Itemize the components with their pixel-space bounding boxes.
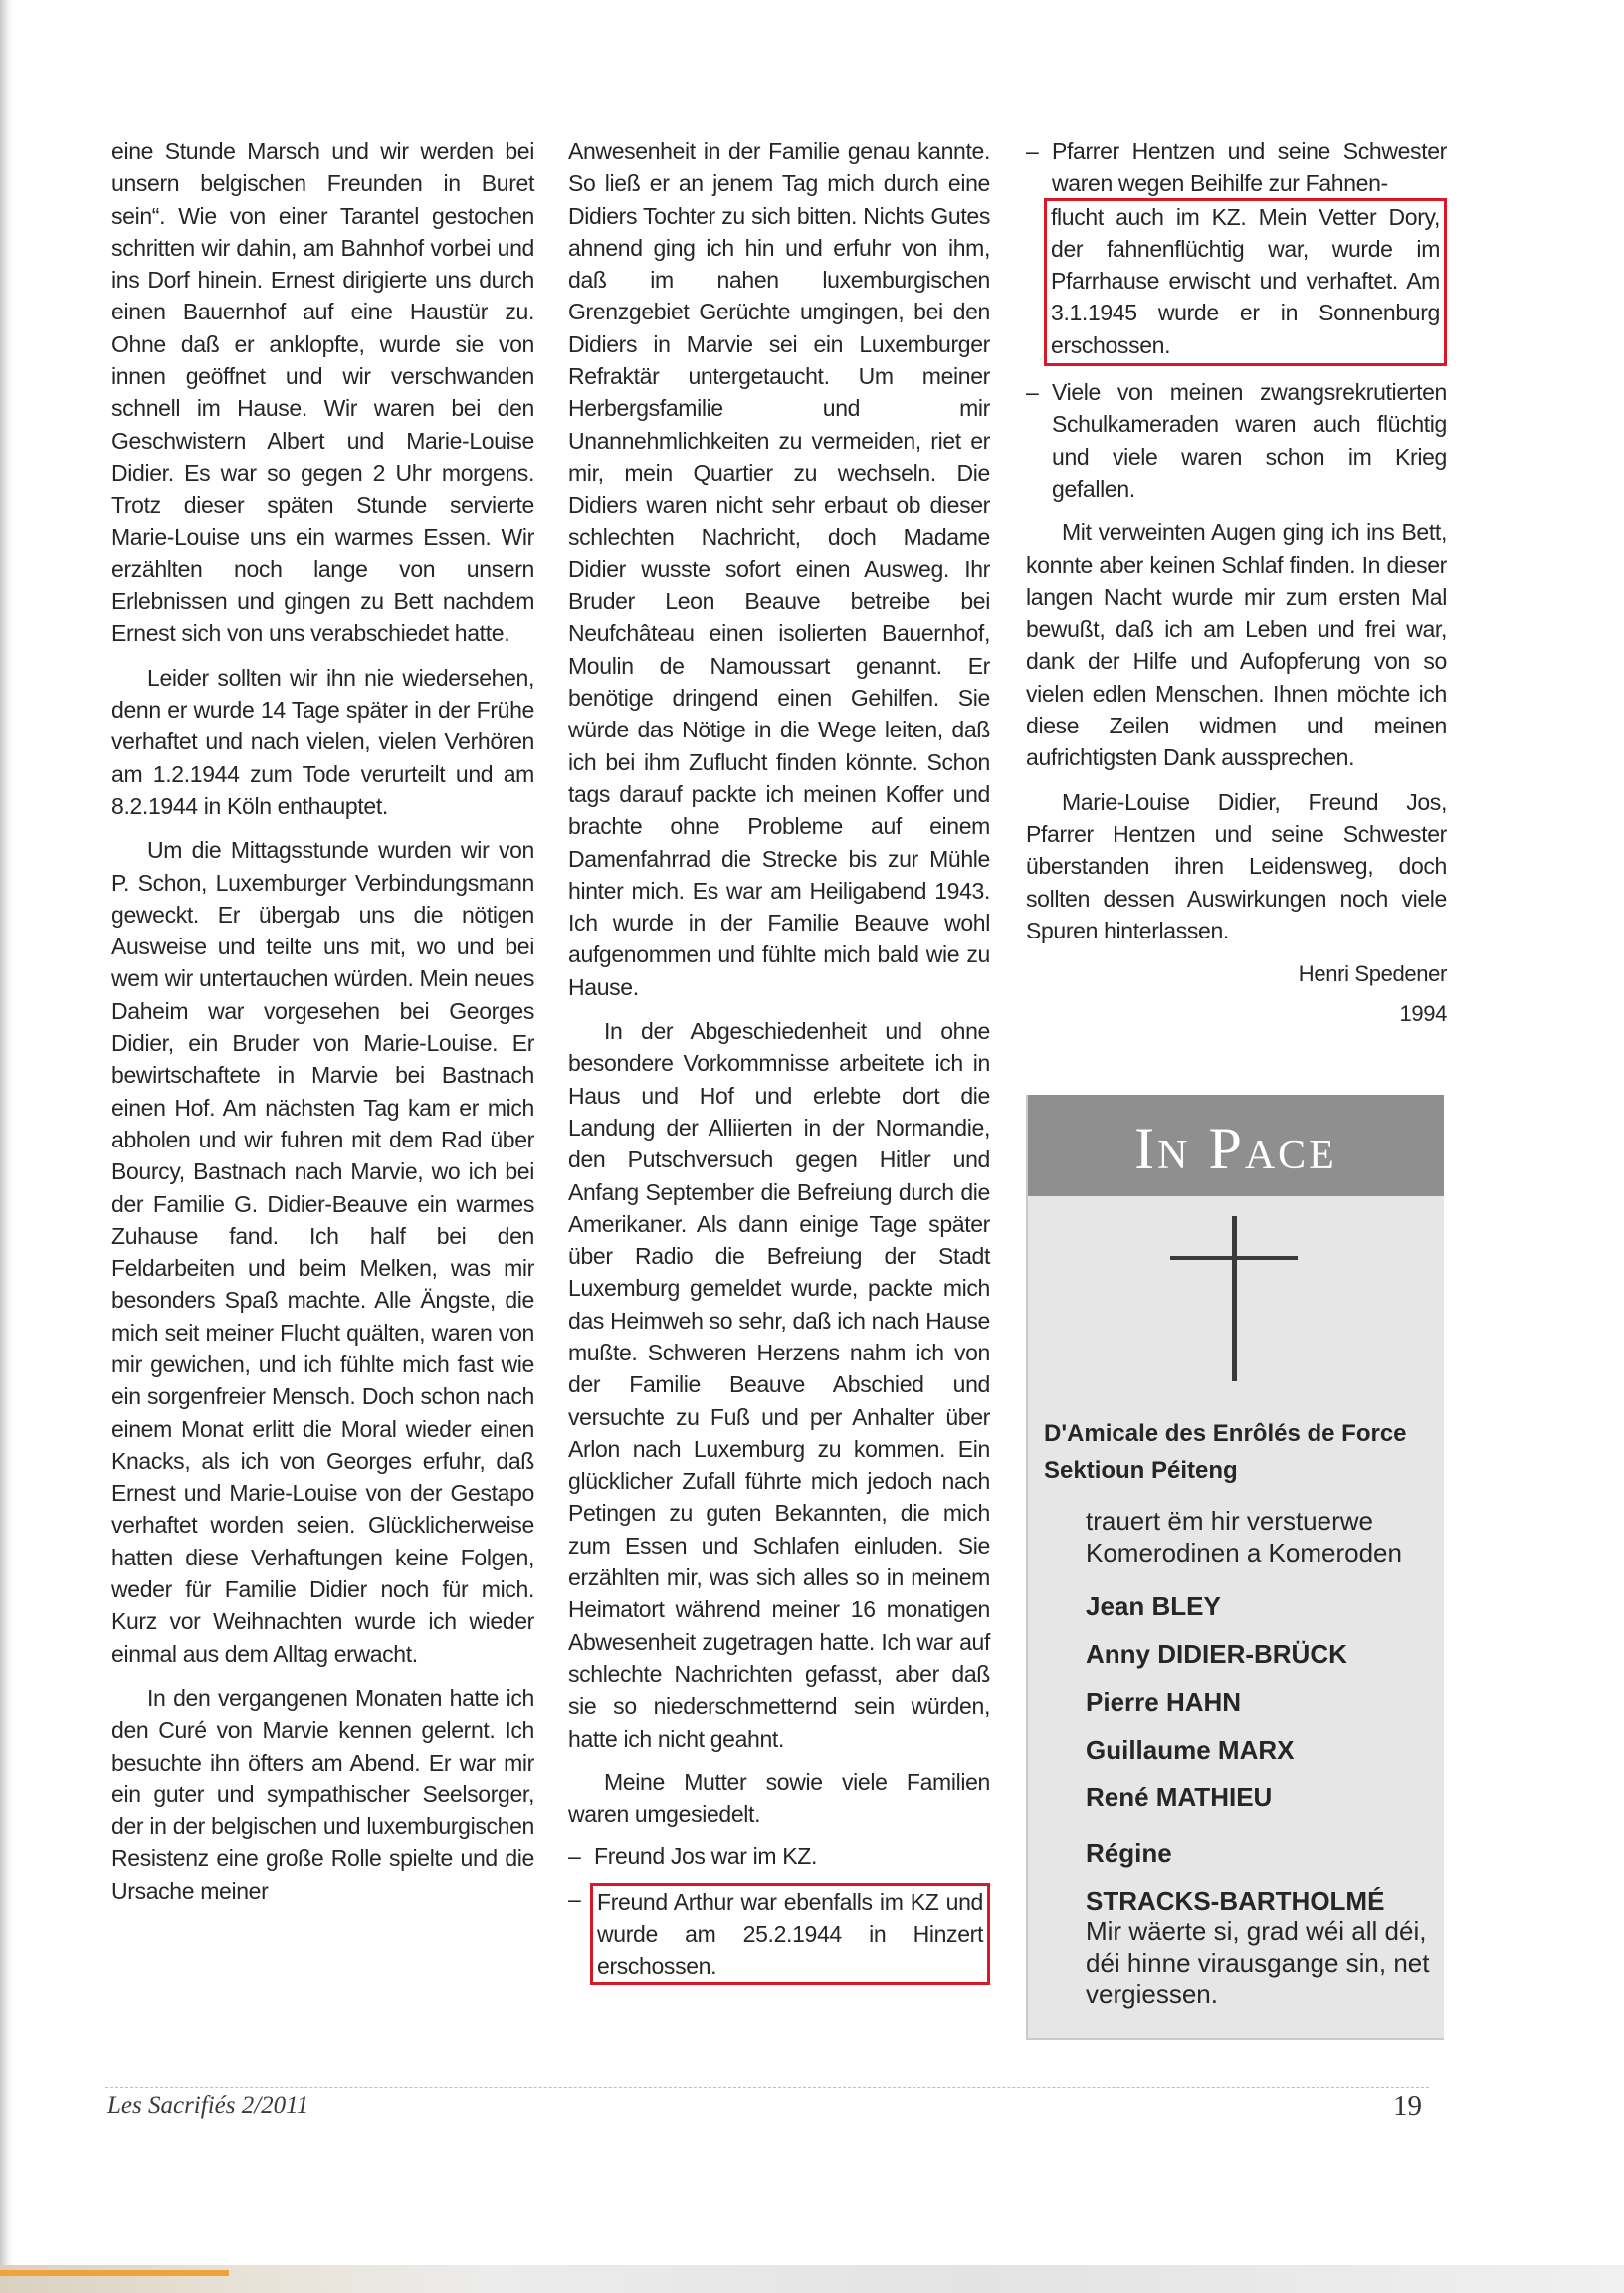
paragraph: Um die Mittagsstunde wurden wir von P. Schon, Luxemburger Verbindungsmann geweckt. Er übergab uns die nötigen Ausweise und teilte uns mit, wo und bei wem wir untertauchen würden. Mein neues Daheim war vorgesehen bei Georges Didier, ein Bruder von Marie-Louise. Er bewirtschaftete in Marvie bei Bastnach einen Hof. Am nächsten Tag kam er mich abholen und wir fuhren mit dem Rad über Bourcy, Bastnach nach Marvie, wo ich bei der Familie G. Didier-Beauve ein warmes Zuhause fand. Ich half bei den Feldarbeiten und beim Melken, was mir besonders Spaß machte. Alle Ängste, die mich seit meiner Flucht quälten, waren von mir gewichen, und ich fühlte mich fast wie ein sorgenfreier Mensch. Doch schon nach einem Monat erlitt die Moral wieder einen Knacks, als ich von Georges erfuhr, daß Ernest und Marie-Louise von der Gestapo verhaftet worden seien. Glücklicherweise hatten diese Verhaftungen keine Folgen, weder für Familie Didier noch für mich. Kurz vor Weihnachten wurde ich wieder einmal aus dem Alltag erwacht. [111, 837, 534, 1667]
paragraph: Leider sollten wir ihn nie wiedersehen, denn er wurde 14 Tage später in der Frühe verhaftet und nach vielen, vielen Verhören am 1.2.1944 zum Tode verurteilt und am 8.2.1944 in Köln enthauptet. [111, 664, 534, 819]
publication-name: Les Sacrifiés 2/2011 [107, 2092, 309, 2119]
deceased-name: Jean BLEY [1086, 1591, 1221, 1621]
list-item [1026, 376, 1447, 505]
list-item [1026, 135, 1447, 200]
list-item [568, 1840, 990, 1872]
page-edge [0, 0, 14, 2293]
page-number: 19 [1393, 2090, 1422, 2122]
bottom-strip [0, 2265, 1624, 2293]
deceased-name [1086, 1829, 1434, 1925]
deceased-name: René MATHIEU [1086, 1782, 1273, 1812]
bottom-accent [0, 2270, 229, 2276]
mourning-text: trauert ëm hir verstuerwe Komerodinen a Komeroden [1086, 1506, 1402, 1567]
column-left [111, 135, 534, 1907]
red-highlight-box [1044, 198, 1447, 366]
list-item-text: flucht auch im KZ. Mein Vetter Dory, der fahnenflüchtig war, wurde im Pfarrhause erwischt und verhaftet. Am 3.1.1945 wurde er in Sonnenburg erschossen. [1051, 203, 1440, 358]
in-pace-box [1026, 1095, 1444, 2040]
paragraph: Meine Mutter sowie viele Familien waren umgesiedelt. [568, 1769, 990, 1828]
dash-bullet: – [1026, 138, 1039, 164]
in-pace-title: In Pace [1134, 1116, 1337, 1181]
red-highlight-box [590, 1883, 990, 1985]
paragraph: In der Abgeschiedenheit und ohne besondere Vorkommnisse arbeitete ich in Haus und Hof und erlebte dort die Landung der Alliierten in der Normandie, den Putschversuch gegen Hitler und Anfang September die Befreiung durch die Amerikaner. Als dann einige Tage später über Radio die Befreiung der Stadt Luxemburg gemeldet wurde, packte mich das Heimweh so sehr, daß ich nach Hause mußte. Schweren Herzens nahm ich von der Familie Beauve Abschied und versuchte zu Fuß und per Anhalter über Arlon nach Luxemburg zu kommen. Ein glücklicher Zufall führte mich jedoch nach Petingen zu guten Bekannten, die mich zum Essen und Schlafen einluden. Sie erzählten mir, was sich alles so in meinem Heimatort während meiner 16 monatigen Abwesenheit zugetragen hatte. Ich war auf schlechte Nachrichten gefasst, aber daß sie so niederschmetternd sein würden, hatte ich nicht geahnt. [568, 1018, 990, 1752]
signature-year: 1994 [1399, 1001, 1447, 1027]
dash-bullet: – [568, 1843, 581, 1870]
deceased-name: Pierre HAHN [1086, 1687, 1242, 1717]
deceased-names-list [1086, 1582, 1434, 1925]
list-item-text: Freund Jos war im KZ. [594, 1843, 817, 1870]
deceased-name-line: Régine [1086, 1838, 1172, 1868]
list-item-text: Pfarrer Hentzen und seine Schwester waren wegen Beihilfe zur Fahnen- [1052, 138, 1447, 197]
column-right [1026, 135, 1447, 1031]
dash-bullet: – [568, 1885, 581, 1912]
deceased-name: Guillaume MARX [1086, 1735, 1295, 1765]
organization-name [1044, 1415, 1432, 1489]
author-signature: Henri Spedener [1298, 961, 1447, 987]
footer-rule [105, 2087, 1429, 2088]
organization-line: D'Amicale des Enrôlés de Force [1044, 1420, 1407, 1447]
dash-bullet: – [1026, 379, 1039, 406]
list-item-highlighted [568, 1883, 990, 1985]
deceased-name-line: STRACKS-BARTHOLMÉ [1086, 1886, 1385, 1916]
closing-text: Mir wäerte si, grad wéi all déi, déi hinne virausgange sin, net vergiessen. [1086, 1916, 1430, 2009]
paragraph: In den vergangenen Monaten hatte ich den Curé von Marvie kennen gelernt. Ich besuchte ihn öfters am Abend. Er war mir ein guter und sympathischer Seelsorger, der in der belgischen und luxemburgischen Resistenz eine große Rolle spielte und die Ursache meiner [111, 1684, 534, 1904]
cross-icon [1232, 1216, 1237, 1381]
paragraph: Anwesenheit in der Familie genau kannte. So ließ er an jenem Tag mich durch eine Didiers Tochter zu sich bitten. Nichts Gutes ahnend ging ich hin und erfuhr von ihm, daß im nahen luxemburgischen Grenzgebiet Gerüchte umgingen, bei den Didiers in Marvie sei ein Luxemburger Refraktär untergetaucht. Um meiner Herbergsfamilie und mir Unannehmlichkeiten zu vermeiden, riet er mir, mein Quartier zu wechseln. Die Didiers waren nicht sehr erbaut ob dieser schlechten Nachricht, doch Madame Didier wusste sofort einen Ausweg. Ihr Bruder Leon Beauve betreibe bei Neufchâteau einen isolierten Bauernhof, Moulin de Namoussart genannt. Er benötige dringend einen Gehilfen. Sie würde das Nötige in die Wege leiten, daß ich bei ihm Zuflucht finden könnte. Schon tags darauf packte ich meinen Koffer und brachte ohne Probleme auf einem Damenfahrrad die Strecke bis zur Mühle hinter mich. Es war am Heiligabend 1943. Ich wurde in der Familie Beauve wohl aufgenommen und fühlte mich bald wie zu Hause. [568, 138, 990, 1000]
cross-icon-bar [1170, 1256, 1298, 1260]
deceased-name: Anny DIDIER-BRÜCK [1086, 1639, 1347, 1669]
paragraph: Marie-Louise Didier, Freund Jos, Pfarrer Hentzen und seine Schwester überstanden ihren Leidensweg, doch sollten dessen Auswirkungen noch viele Spuren hinterlassen. [1026, 788, 1447, 943]
paragraph: eine Stunde Marsch und wir werden bei unsern belgischen Freunden in Buret sein“. Wie von einer Tarantel gestochen schritten wir dahin, am Bahnhof vorbei und ins Dorf hinein. Ernest dirigierte uns durch einen Bauernhof auf eine Haustür zu. Ohne daß er anklopfte, wurde sie von innen geöffnet und wir verschwanden schnell im Hause. Wir waren bei den Geschwistern Albert und Marie-Louise Didier. Es war so gegen 2 Uhr morgens. Trotz dieser späten Stunde servierte Marie-Louise uns ein warmes Essen. Wir erzählten noch lange von unsern Erlebnissen und gingen zu Bett nachdem Ernest sich von uns verabschiedet hatte. [111, 138, 534, 647]
list-item-text: Viele von meinen zwangsrekrutierten Schulkameraden waren auch flüchtig und viele waren schon im Krieg gefallen. [1052, 379, 1447, 502]
list-item-text: Freund Arthur war ebenfalls im KZ und wurde am 25.2.1944 in Hinzert erschossen. [597, 1888, 983, 1980]
paragraph: Mit verweinten Augen ging ich ins Bett, konnte aber keinen Schlaf finden. In dieser langen Nacht wurde mir zum ersten Mal bewußt, daß ich am Leben und frei war, dank der Hilfe und Aufopferung von so vielen edlen Menschen. Ihnen möchte ich diese Zeilen widmen und meinen aufrichtigsten Dank aussprechen. [1026, 520, 1447, 771]
organization-line: Sektioun Péiteng [1044, 1457, 1238, 1484]
column-middle [568, 135, 990, 1985]
